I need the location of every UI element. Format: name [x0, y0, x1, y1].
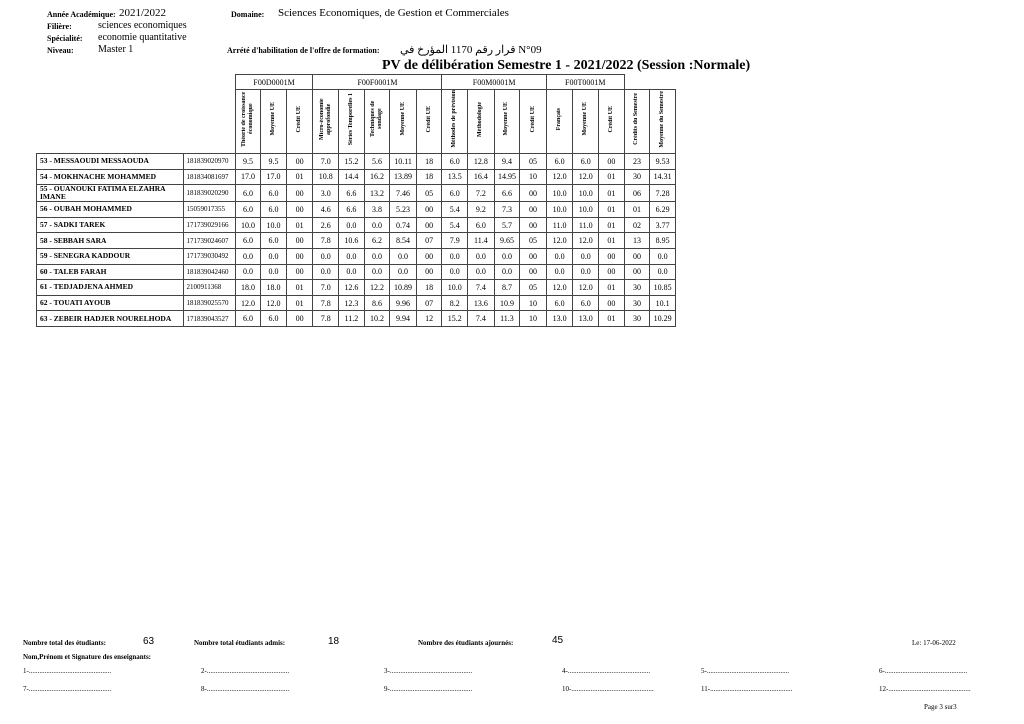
grade-cell: 00 [599, 264, 625, 280]
grade-cell: 00 [599, 154, 625, 170]
admis-value: 18 [328, 636, 340, 647]
student-name: 60 - TALEB FARAH [37, 264, 184, 280]
grade-cell: 12.6 [339, 280, 365, 296]
grade-cell: 05 [520, 233, 547, 249]
grade-cell: 0.0 [546, 248, 573, 264]
grade-cell: 00 [286, 185, 313, 202]
grade-cell: 6.0 [442, 154, 468, 170]
column-header [624, 90, 650, 154]
column-header [364, 90, 390, 154]
grade-cell: 00 [599, 248, 625, 264]
grade-cell: 00 [520, 185, 547, 202]
grade-cell: 0.0 [650, 264, 676, 280]
column-header-label: Séries Temporelles 1 [347, 92, 354, 146]
student-name: 63 - ZEBEIR HADJER NOURELHODA [37, 311, 184, 327]
arrete-label: Arrété d'habilitation de l'offre de formation: [227, 46, 380, 55]
grade-cell: 6.2 [364, 233, 390, 249]
table-row [37, 264, 676, 280]
grade-cell: 10.2 [364, 311, 390, 327]
signature-slot: 8-............................................... [201, 685, 290, 693]
deliberation-table [36, 74, 676, 327]
grade-cell: 6.6 [339, 185, 365, 202]
grade-cell: 7.2 [468, 185, 495, 202]
student-matricule: 181839042460 [184, 264, 235, 280]
grade-cell: 18.0 [235, 280, 261, 296]
group-header: F00T0001M [546, 75, 624, 90]
table-row [37, 295, 676, 311]
grade-cell: 10 [520, 169, 547, 185]
grade-cell: 07 [416, 295, 442, 311]
grade-cell: 0.0 [261, 248, 287, 264]
signature-slot: 10-............................................... [562, 685, 654, 693]
grade-cell: 0.0 [339, 217, 365, 233]
date: Le: 17-06-2022 [912, 639, 956, 647]
grade-cell: 00 [520, 202, 547, 218]
signature-slot: 2-............................................... [201, 667, 290, 675]
grade-cell: 13 [624, 233, 650, 249]
grade-cell: 10.29 [650, 311, 676, 327]
grade-cell: 10.8 [313, 169, 339, 185]
grade-cell: 06 [624, 185, 650, 202]
grade-cell: 7.0 [313, 280, 339, 296]
grade-cell: 6.0 [546, 154, 573, 170]
column-header-label: Méthodes de prévision [451, 90, 458, 148]
group-header: F00F0001M [313, 75, 442, 90]
column-header-label: Moyenne du Semestre [659, 90, 666, 148]
grade-cell: 8.2 [442, 295, 468, 311]
grade-cell: 12 [416, 311, 442, 327]
signature-slot: 12-............................................... [879, 685, 971, 693]
grade-cell: 05 [416, 185, 442, 202]
grade-cell: 10.0 [546, 185, 573, 202]
column-header [313, 90, 339, 154]
grade-cell: 9.53 [650, 154, 676, 170]
grade-cell: 6.0 [573, 154, 599, 170]
grade-cell: 11.3 [494, 311, 520, 327]
column-header [442, 90, 468, 154]
grade-cell: 10.11 [390, 154, 417, 170]
grade-cell: 00 [286, 264, 313, 280]
grade-cell: 6.6 [494, 185, 520, 202]
grade-cell: 14.31 [650, 169, 676, 185]
grade-cell: 10.9 [494, 295, 520, 311]
grade-cell: 7.8 [313, 233, 339, 249]
group-header: F00M0001M [442, 75, 546, 90]
student-matricule: 15059017355 [184, 202, 235, 218]
student-name: 61 - TEDJADJENA AHMED [37, 280, 184, 296]
column-header-label: Moyenne UE [582, 102, 589, 136]
grade-cell: 00 [416, 202, 442, 218]
grade-cell: 7.4 [468, 311, 495, 327]
signature-label: Nom,Prénom et Signature des enseignants: [23, 653, 152, 661]
grade-cell: 12.0 [573, 280, 599, 296]
grade-cell: 01 [624, 202, 650, 218]
grade-cell: 0.0 [573, 264, 599, 280]
signature-slot: 3-............................................... [384, 667, 473, 675]
grade-cell: 0.0 [494, 248, 520, 264]
grade-cell: 10.0 [546, 202, 573, 218]
grade-cell: 10.0 [442, 280, 468, 296]
grade-cell: 10 [520, 311, 547, 327]
grade-cell: 10.85 [650, 280, 676, 296]
total-value: 63 [143, 636, 155, 647]
grade-cell: 10 [520, 295, 547, 311]
grade-cell: 14.4 [339, 169, 365, 185]
column-header [235, 90, 261, 154]
column-header [494, 90, 520, 154]
grade-cell: 13.0 [573, 311, 599, 327]
grade-cell: 00 [286, 311, 313, 327]
grade-cell: 6.0 [261, 185, 287, 202]
student-matricule: 171739029166 [184, 217, 235, 233]
grade-cell: 3.77 [650, 217, 676, 233]
grade-cell: 0.0 [468, 264, 495, 280]
grade-cell: 00 [624, 248, 650, 264]
grade-cell: 10.89 [390, 280, 417, 296]
grade-cell: 7.4 [468, 280, 495, 296]
grade-cell: 00 [520, 264, 547, 280]
student-name: 57 - SADKI TAREK [37, 217, 184, 233]
signature-slot: 1-............................................... [23, 667, 112, 675]
column-header [286, 90, 313, 154]
grade-cell: 11.2 [339, 311, 365, 327]
grade-cell: 6.29 [650, 202, 676, 218]
grade-cell: 0.0 [442, 248, 468, 264]
grade-cell: 10.0 [261, 217, 287, 233]
grade-cell: 7.28 [650, 185, 676, 202]
grade-cell: 01 [599, 169, 625, 185]
grade-cell: 23 [624, 154, 650, 170]
grade-cell: 5.4 [442, 202, 468, 218]
column-header-label: Méthodologie [477, 101, 484, 137]
grade-cell: 5.6 [364, 154, 390, 170]
grade-cell: 0.0 [339, 248, 365, 264]
grade-cell: 0.0 [573, 248, 599, 264]
grade-cell: 11.0 [546, 217, 573, 233]
grade-cell: 30 [624, 311, 650, 327]
grade-cell: 13.2 [364, 185, 390, 202]
grade-cell: 00 [286, 154, 313, 170]
annee-value: 2021/2022 [119, 7, 167, 19]
column-header-label: Crédit UE [529, 105, 536, 133]
column-header-label: Théorie de croissance économique [240, 91, 254, 147]
grade-cell: 18 [416, 169, 442, 185]
grade-cell: 00 [599, 295, 625, 311]
grade-cell: 18 [416, 154, 442, 170]
grade-cell: 0.0 [235, 248, 261, 264]
column-header [599, 90, 625, 154]
student-name: 54 - MOKHNACHE MOHAMMED [37, 169, 184, 185]
grade-cell: 0.0 [390, 264, 417, 280]
column-header-label: Crédit UE [425, 105, 432, 133]
student-matricule: 181839025570 [184, 295, 235, 311]
grade-cell: 01 [599, 202, 625, 218]
grade-cell: 05 [520, 154, 547, 170]
column-header [390, 90, 417, 154]
grade-cell: 7.0 [313, 154, 339, 170]
grade-cell: 01 [286, 295, 313, 311]
grade-cell: 7.8 [313, 311, 339, 327]
page-title: PV de délibération Semestre 1 - 2021/2022 (Session :Normale) [382, 58, 751, 73]
grade-cell: 7.8 [313, 295, 339, 311]
table-row [37, 311, 676, 327]
column-header-label: Moyenne UE [270, 102, 277, 136]
grade-cell: 6.0 [235, 202, 261, 218]
grade-cell: 7.3 [494, 202, 520, 218]
grade-cell: 10.0 [573, 185, 599, 202]
domaine-value: Sciences Economiques, de Gestion et Commerciales [278, 7, 509, 19]
grade-cell: 6.0 [235, 233, 261, 249]
grade-cell: 15.2 [442, 311, 468, 327]
filiere-value: sciences economiques [98, 20, 187, 31]
table-row [37, 202, 676, 218]
grade-cell: 0.74 [390, 217, 417, 233]
grade-cell: 8.54 [390, 233, 417, 249]
grade-cell: 13.0 [546, 311, 573, 327]
grade-cell: 6.0 [261, 202, 287, 218]
grade-cell: 12.3 [339, 295, 365, 311]
group-header-row [37, 75, 676, 90]
grade-cell: 8.6 [364, 295, 390, 311]
total-label: Nombre total des étudiants: [23, 639, 106, 647]
student-matricule: 171839043527 [184, 311, 235, 327]
grade-cell: 11.0 [573, 217, 599, 233]
student-matricule: 181839020290 [184, 185, 235, 202]
grade-cell: 01 [599, 185, 625, 202]
grade-cell: 14.95 [494, 169, 520, 185]
grade-cell: 8.7 [494, 280, 520, 296]
ajournes-label: Nombre des étudiants ajournés: [418, 639, 514, 647]
grade-cell: 0.0 [313, 248, 339, 264]
signature-slot: 7-............................................... [23, 685, 112, 693]
grade-cell: 00 [286, 233, 313, 249]
grade-cell: 0.0 [235, 264, 261, 280]
grade-cell: 01 [599, 233, 625, 249]
grade-cell: 30 [624, 169, 650, 185]
grade-cell: 01 [599, 217, 625, 233]
grade-cell: 13.5 [442, 169, 468, 185]
column-header-label: Moyenne UE [399, 102, 406, 136]
grade-cell: 0.0 [364, 264, 390, 280]
page-number: Page 3 sur3 [924, 703, 957, 711]
grade-cell: 6.0 [235, 185, 261, 202]
grade-cell: 9.5 [235, 154, 261, 170]
grade-cell: 5.23 [390, 202, 417, 218]
specialite-label: Spécialité: [47, 34, 83, 43]
grade-cell: 5.7 [494, 217, 520, 233]
grade-cell: 6.6 [339, 202, 365, 218]
table-row [37, 169, 676, 185]
grade-cell: 6.0 [442, 185, 468, 202]
grade-cell: 9.65 [494, 233, 520, 249]
column-header [416, 90, 442, 154]
grade-cell: 6.0 [546, 295, 573, 311]
student-matricule: 2100911368 [184, 280, 235, 296]
grade-cell: 17.0 [261, 169, 287, 185]
grade-cell: 01 [599, 311, 625, 327]
column-header [520, 90, 547, 154]
grade-cell: 05 [520, 280, 547, 296]
grade-cell: 00 [416, 248, 442, 264]
student-matricule: 181839020970 [184, 154, 235, 170]
student-name: 53 - MESSAOUDI MESSAOUDA [37, 154, 184, 170]
grade-cell: 3.0 [313, 185, 339, 202]
grade-cell: 12.0 [546, 169, 573, 185]
grade-cell: 30 [624, 295, 650, 311]
grade-cell: 0.0 [390, 248, 417, 264]
student-name: 55 - OUANOUKI FATIMA ELZAHRA IMANE [37, 185, 184, 202]
grade-cell: 9.96 [390, 295, 417, 311]
grade-cell: 0.0 [650, 248, 676, 264]
table-row [37, 248, 676, 264]
grade-cell: 7.46 [390, 185, 417, 202]
grade-cell: 12.0 [235, 295, 261, 311]
grade-cell: 01 [286, 217, 313, 233]
grade-cell: 00 [624, 264, 650, 280]
grade-cell: 00 [520, 248, 547, 264]
signature-slot: 4-............................................... [562, 667, 651, 675]
grade-cell: 12.0 [573, 169, 599, 185]
column-header-row [37, 90, 676, 154]
student-matricule: 181834081697 [184, 169, 235, 185]
student-name: 56 - OUBAH MOHAMMED [37, 202, 184, 218]
column-header [573, 90, 599, 154]
table-row [37, 233, 676, 249]
grade-cell: 0.0 [546, 264, 573, 280]
grade-cell: 9.2 [468, 202, 495, 218]
niveau-value: Master 1 [98, 44, 134, 55]
grade-cell: 16.4 [468, 169, 495, 185]
table-row [37, 185, 676, 202]
column-header-label: Crédits du Semestre [633, 93, 640, 145]
grade-cell: 00 [416, 264, 442, 280]
grade-cell: 10.6 [339, 233, 365, 249]
grade-cell: 01 [286, 169, 313, 185]
grade-cell: 30 [624, 280, 650, 296]
grade-cell: 6.0 [468, 217, 495, 233]
column-header-label: Français [556, 107, 563, 131]
grade-cell: 9.94 [390, 311, 417, 327]
ajournes-value: 45 [552, 635, 564, 646]
column-header [546, 90, 573, 154]
column-header-label: Crédit UE [607, 105, 614, 133]
student-matricule: 171739024607 [184, 233, 235, 249]
grade-cell: 12.0 [546, 233, 573, 249]
column-header-label: Micro-économie approfondie [318, 98, 332, 140]
specialite-value: economie quantitative [98, 32, 187, 43]
annee-label: Année Académique: [47, 10, 116, 19]
grade-cell: 0.0 [494, 264, 520, 280]
grade-cell: 8.95 [650, 233, 676, 249]
grade-cell: 7.9 [442, 233, 468, 249]
grade-cell: 00 [286, 248, 313, 264]
column-header [650, 90, 676, 154]
grade-cell: 13.89 [390, 169, 417, 185]
grade-cell: 6.0 [261, 311, 287, 327]
column-header-label: Techniques de sondage [369, 100, 383, 138]
grade-cell: 2.6 [313, 217, 339, 233]
table-row [37, 217, 676, 233]
grade-cell: 0.0 [468, 248, 495, 264]
grade-cell: 10.0 [573, 202, 599, 218]
grade-cell: 13.6 [468, 295, 495, 311]
grade-cell: 12.0 [261, 295, 287, 311]
grade-cell: 0.0 [442, 264, 468, 280]
grade-cell: 0.0 [339, 264, 365, 280]
arrete-value: قرار رقم 1170 المؤرخ في N°09 [400, 44, 542, 56]
grade-cell: 18 [416, 280, 442, 296]
column-header [261, 90, 287, 154]
grade-cell: 9.4 [494, 154, 520, 170]
grade-cell: 6.0 [235, 311, 261, 327]
grade-cell: 9.5 [261, 154, 287, 170]
student-name: 58 - SEBBAH SARA [37, 233, 184, 249]
column-header-label: Moyenne UE [503, 102, 510, 136]
grade-cell: 15.2 [339, 154, 365, 170]
grade-cell: 0.0 [364, 217, 390, 233]
table-row [37, 154, 676, 170]
grade-cell: 0.0 [261, 264, 287, 280]
student-name: 62 - TOUATI AYOUB [37, 295, 184, 311]
grade-cell: 10.0 [235, 217, 261, 233]
column-header [468, 90, 495, 154]
table-row [37, 280, 676, 296]
table-body [37, 154, 676, 327]
grade-cell: 12.0 [546, 280, 573, 296]
grade-cell: 3.8 [364, 202, 390, 218]
student-matricule: 171739030492 [184, 248, 235, 264]
grade-cell: 12.0 [573, 233, 599, 249]
grade-cell: 6.0 [261, 233, 287, 249]
column-header-label: Crédit UE [296, 105, 303, 133]
signature-slot: 9-............................................... [384, 685, 473, 693]
filiere-label: Filière: [47, 22, 72, 31]
grade-cell: 4.6 [313, 202, 339, 218]
grade-cell: 00 [520, 217, 547, 233]
grade-cell: 00 [286, 202, 313, 218]
grade-cell: 07 [416, 233, 442, 249]
grade-cell: 16.2 [364, 169, 390, 185]
grade-cell: 12.2 [364, 280, 390, 296]
signature-slot: 11-............................................... [701, 685, 793, 693]
signature-slot: 5-............................................... [701, 667, 790, 675]
grade-cell: 17.0 [235, 169, 261, 185]
admis-label: Nombre total étudiants admis: [194, 639, 286, 647]
grade-cell: 10.1 [650, 295, 676, 311]
grade-cell: 11.4 [468, 233, 495, 249]
grade-cell: 00 [416, 217, 442, 233]
column-header [339, 90, 365, 154]
signature-slot: 6-............................................... [879, 667, 968, 675]
grade-cell: 0.0 [313, 264, 339, 280]
grade-cell: 01 [286, 280, 313, 296]
grade-cell: 5.4 [442, 217, 468, 233]
niveau-label: Niveau: [47, 46, 74, 55]
grade-cell: 01 [599, 280, 625, 296]
grade-cell: 6.0 [573, 295, 599, 311]
group-header: F00D0001M [235, 75, 313, 90]
student-name: 59 - SENEGRA KADDOUR [37, 248, 184, 264]
grade-cell: 02 [624, 217, 650, 233]
domaine-label: Domaine: [231, 10, 265, 19]
grade-cell: 18.0 [261, 280, 287, 296]
grade-cell: 12.8 [468, 154, 495, 170]
grade-cell: 0.0 [364, 248, 390, 264]
